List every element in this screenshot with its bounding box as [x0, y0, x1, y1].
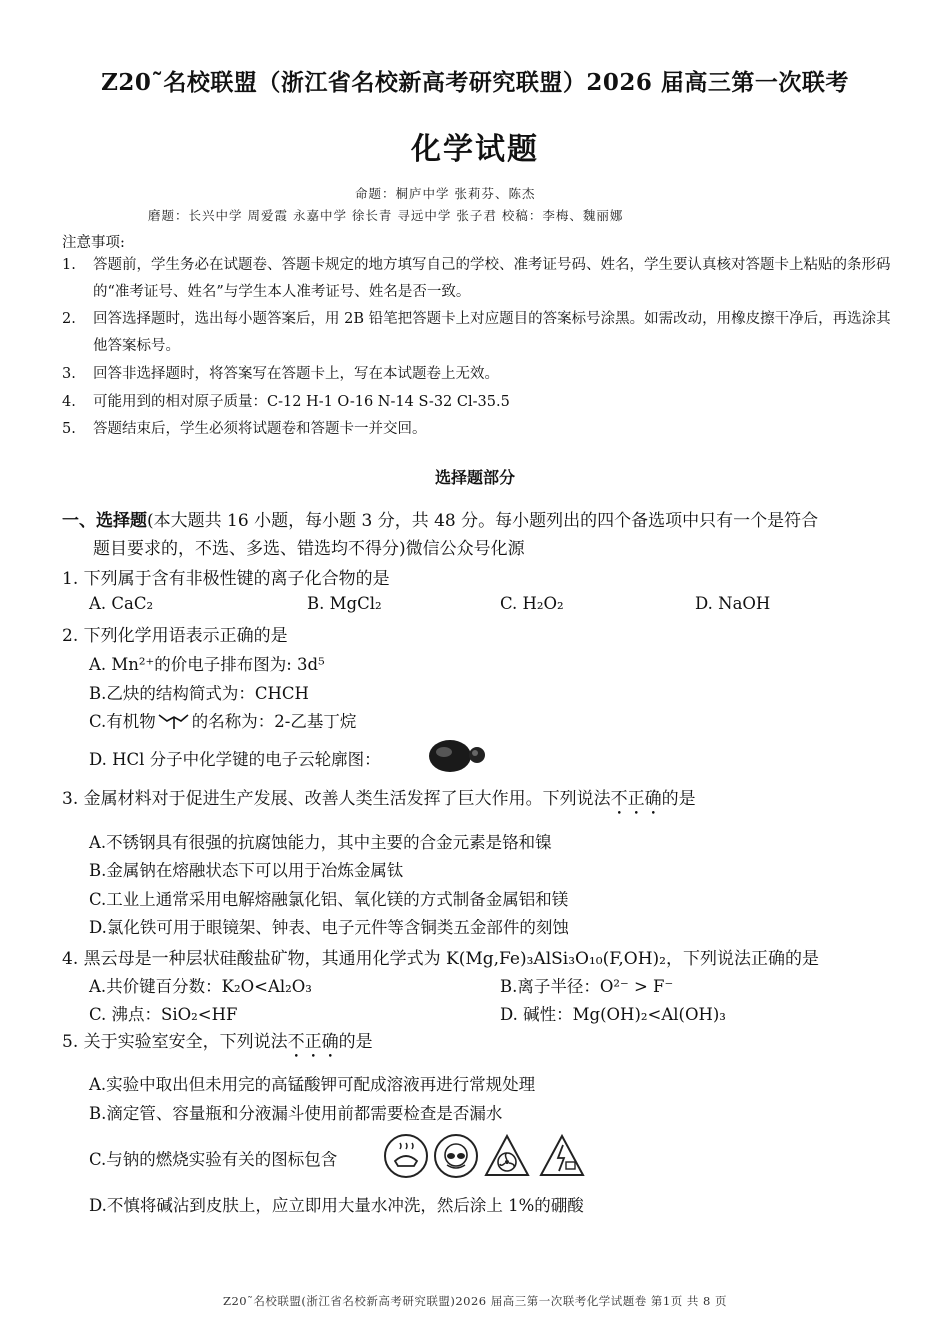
q3-stem-post: 的是	[661, 789, 696, 809]
part-description: (本大题共 16 小题，每小题 3 分，共 48 分。每小题列出的四个备选项中只有一个是符合	[147, 511, 819, 531]
q3-option-c: C.工业上通常采用电解熔融氯化铝、氧化镁的方式制备金属铝和镁	[89, 890, 569, 909]
exam-title: Z20˜名校联盟（浙江省名校新高考研究联盟）2026 届高三第一次联考	[101, 69, 849, 96]
q3-stem-emphasis: 不正确	[610, 789, 662, 809]
q5-option-d: D.不慎将碱沾到皮肤上，应立即用大量水冲洗，然后涂上 1%的硼酸	[89, 1196, 584, 1215]
note-text: 答题前，学生务必在试题卷、答题卡规定的地方填写自己的学校、准考证号码、姓名，学生要认真核对答题卡上粘贴的条形码的“准考证号、姓名”与学生本人准考证号、姓名是否一致。	[93, 257, 891, 300]
note-item	[0, 361, 950, 388]
skeletal-formula-icon	[157, 709, 191, 731]
question-3-stem	[62, 784, 696, 819]
question-1-stem: 1. 下列属于含有非极性键的离子化合物的是	[62, 569, 390, 589]
note-number: 4.	[62, 394, 76, 410]
section-title: 选择题部分	[434, 468, 515, 487]
note-number: 3.	[62, 366, 76, 382]
q2-option-c-pre: C.有机物	[89, 712, 156, 731]
q2-option-c	[89, 708, 356, 732]
q3-option-d: D.氯化铁可用于眼镜架、钟表、电子元件等含铜类五金部件的刻蚀	[89, 918, 569, 937]
question-4-stem: 4. 黑云母是一种层状硅酸盐矿物，其通用化学式为 K(Mg,Fe)₃AlSi₃O₁₀(F,OH)₂，下列说法正确的是	[62, 949, 819, 969]
note-text: 答题结束后，学生必须将试题卷和答题卡一并交回。	[93, 421, 427, 437]
notes-heading: 注意事项:	[62, 235, 125, 251]
page-footer: Z20˜名校联盟(浙江省名校新高考研究联盟)2026 届高三第一次联考化学试题卷 第1页 共 8 页	[222, 1294, 728, 1308]
q5-stem-post: 的是	[338, 1032, 373, 1052]
q4-option-b: B.离子半径：O²⁻ > F⁻	[500, 977, 674, 996]
q1-option-d: D. NaOH	[695, 594, 771, 613]
question-5-stem	[62, 1027, 373, 1062]
note-number: 5.	[62, 421, 76, 437]
q2-option-a: A. Mn²⁺的价电子排布图为: 3d⁵	[89, 655, 325, 674]
note-text: 可能用到的相对原子质量：C-12 H-1 O-16 N-14 S-32 Cl-35.5	[93, 394, 510, 410]
q3-stem-pre: 3. 金属材料对于促进生产发展、改善人类生活发挥了巨大作用。下列说法	[62, 789, 611, 809]
q4-option-c: C. 沸点：SiO₂<HF	[89, 1005, 238, 1024]
part-description-cont: 题目要求的，不选、多选、错选均不得分)微信公众号化源	[93, 539, 525, 559]
q5-stem-pre: 5. 关于实验室安全，下列说法	[62, 1032, 288, 1052]
note-item	[0, 389, 950, 416]
credit-line-author: 命题：桐庐中学 张莉芬、陈杰	[355, 186, 536, 201]
subject-title: 化学试题	[411, 132, 539, 167]
hot-surface-icon	[383, 1133, 429, 1179]
credit-line-reviewers: 磨题：长兴中学 周爱霞 永嘉中学 徐长青 寻远中学 张子君 校稿：李梅、魏丽娜	[148, 208, 624, 223]
q5-option-a: A.实验中取出但未用完的高锰酸钾可配成溶液再进行常规处理	[89, 1075, 536, 1094]
q4-option-a: A.共价键百分数：K₂O<Al₂O₃	[89, 977, 312, 996]
part-label: 一、选择题	[62, 511, 147, 531]
question-2-stem: 2. 下列化学用语表示正确的是	[62, 626, 288, 646]
q1-option-c: C. H₂O₂	[500, 594, 564, 613]
q2-option-d: D. HCl 分子中化学键的电子云轮廓图：	[89, 750, 381, 769]
q1-option-a: A. CaC₂	[89, 594, 154, 613]
q3-option-b: B.金属钠在熔融状态下可以用于冶炼金属钛	[89, 861, 404, 880]
q2-option-b: B.乙炔的结构简式为：CHCH	[89, 684, 309, 703]
q5-option-c: C.与钠的燃烧实验有关的图标包含	[89, 1150, 338, 1169]
q5-option-b: B.滴定管、容量瓶和分液漏斗使用前都需要检查是否漏水	[89, 1104, 503, 1123]
part-heading	[62, 506, 818, 531]
note-item	[0, 416, 950, 443]
note-item	[0, 252, 950, 306]
q4-option-d: D. 碱性：Mg(OH)₂<Al(OH)₃	[500, 1005, 726, 1024]
electrical-hazard-icon	[539, 1133, 585, 1179]
note-item	[0, 306, 950, 360]
ventilation-icon	[484, 1133, 530, 1179]
eye-protection-icon	[433, 1133, 479, 1179]
note-text: 回答非选择题时，将答案写在答题卡上，写在本试题卷上无效。	[93, 366, 499, 382]
electron-cloud-icon	[428, 738, 488, 774]
note-text: 回答选择题时，选出每小题答案后，用 2B 铅笔把答题卡上对应题目的答案标号涂黑。如需改动，用橡皮擦干净后，再选涂其他答案标号。	[93, 311, 891, 354]
q5-stem-emphasis: 不正确	[287, 1032, 339, 1052]
note-number: 2.	[62, 311, 76, 327]
q3-option-a: A.不锈钢具有很强的抗腐蚀能力，其中主要的合金元素是铬和镍	[89, 833, 552, 852]
note-number: 1.	[62, 257, 76, 273]
q2-option-c-post: 的名称为：2-乙基丁烷	[191, 712, 357, 731]
q1-option-b: B. MgCl₂	[307, 594, 382, 613]
